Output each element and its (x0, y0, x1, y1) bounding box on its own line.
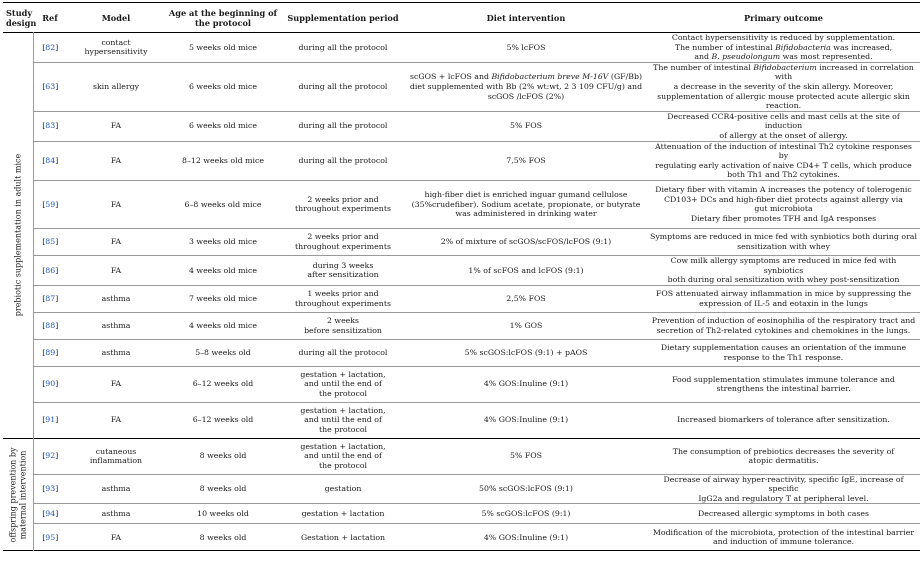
diet-cell (405, 339, 647, 366)
reference-number[interactable]: 84 (45, 155, 56, 165)
table-row (3, 339, 920, 366)
diet-cell (405, 402, 647, 438)
diet-cell-line: 5% scGOS:lcFOS (9:1) + pAOS (464, 347, 588, 357)
age-cell-line: 6 weeks old mice (188, 121, 258, 131)
model-cell (67, 339, 165, 366)
table-row (3, 111, 920, 141)
diet-cell-line: 5% FOS (510, 121, 542, 131)
diet-cell (405, 255, 647, 285)
group-label-line: offspring prevention by (8, 447, 18, 543)
period-cell-line: during all the protocol (298, 81, 388, 91)
period-cell (281, 438, 405, 474)
model-cell (67, 62, 165, 111)
header-outcome: Primary outcome (744, 12, 823, 23)
model-cell (67, 228, 165, 255)
period-cell-line: during all the protocol (298, 347, 388, 357)
study-design-group-offspring (3, 438, 33, 551)
outcome-cell: Prevention of induction of eosinophilia of the respiratory tract and secretion of Th2-related cytokines and chemokines in the lungs. (651, 316, 916, 335)
outcome-cell: Food supplementation stimulates immune tolerance and strengthens the intestinal barrier. (672, 374, 895, 394)
reference-number[interactable]: 92 (45, 451, 56, 461)
period-cell-line: after sensitization (307, 270, 379, 280)
model-cell (67, 402, 165, 438)
period-cell-line: throughout experiments (295, 241, 391, 251)
age-cell (165, 366, 281, 402)
header-diet: Diet intervention (486, 12, 566, 23)
model-cell (67, 180, 165, 228)
period-cell-line: throughout experiments (295, 298, 391, 308)
studies-table (3, 2, 920, 551)
reference-number[interactable]: 63 (45, 81, 56, 91)
period-cell-line: gestation + lactation, (300, 405, 386, 415)
period-cell-line: gestation + lactation, (300, 369, 386, 379)
reference-link[interactable]: [85] (42, 237, 59, 247)
period-cell-line: and until the end of (304, 451, 382, 461)
age-cell-line: 6–8 weeks old mice (184, 199, 262, 209)
period-cell-line: before sensitization (304, 325, 382, 335)
age-cell (165, 438, 281, 474)
period-cell-line: 2 weeks (326, 316, 360, 326)
study-design-group-adult (3, 33, 33, 439)
model-cell (67, 438, 165, 474)
diet-cell-line: 1% GOS (509, 320, 543, 330)
model-cell (67, 141, 165, 180)
age-cell-line: 8–12 weeks old mice (182, 155, 264, 165)
diet-cell (405, 228, 647, 255)
age-cell-line: 6 weeks old mice (188, 81, 258, 91)
age-cell (165, 504, 281, 524)
model-cell (67, 524, 165, 551)
diet-cell: high-fiber diet is enriched inguar gumand cellulose (35%crudefiber). Sodium acetate, propionate, or butyrate was administered in drinking water (411, 190, 641, 219)
header-ref: Ref (42, 12, 58, 23)
model-cell-line: hypersensitivity (84, 47, 148, 57)
diet-cell (405, 141, 647, 180)
table-row (3, 366, 920, 402)
period-cell-line: the protocol (318, 424, 368, 434)
model-cell (67, 366, 165, 402)
reference-number[interactable]: 95 (45, 532, 56, 542)
diet-cell-line: 5% lcFOS (506, 42, 546, 52)
age-cell (165, 228, 281, 255)
ref-cell (33, 255, 67, 285)
group-label: prebiotic supplementation in adult mice (13, 154, 22, 317)
reference-number[interactable]: 82 (45, 42, 56, 52)
period-cell (281, 180, 405, 228)
model-cell-line: FA (110, 121, 122, 131)
age-cell (165, 524, 281, 551)
header-model: Model (101, 12, 131, 23)
model-cell-line: FA (110, 265, 122, 275)
model-cell (67, 33, 165, 63)
model-cell (67, 312, 165, 339)
diet-cell (405, 438, 647, 474)
ref-cell (33, 180, 67, 228)
reference-number[interactable]: 91 (45, 415, 56, 425)
age-cell-line: 10 weeks old (197, 509, 249, 519)
table-row (3, 312, 920, 339)
period-cell-line: 1 weeks prior and (307, 289, 379, 299)
ref-cell (33, 504, 67, 524)
reference-link[interactable]: [90] (42, 379, 59, 389)
period-cell-line: during all the protocol (298, 42, 388, 52)
age-cell-line: 6–12 weeks old (192, 379, 254, 389)
period-cell-line: gestation + lactation (301, 509, 385, 519)
period-cell-line: the protocol (318, 388, 368, 398)
group-label-line: maternal intervention (17, 450, 27, 539)
reference-link[interactable]: [63] (42, 81, 59, 91)
model-cell-line: cutaneous (95, 446, 137, 456)
model-cell-line: skin allergy (92, 81, 140, 91)
period-cell (281, 504, 405, 524)
period-cell (281, 228, 405, 255)
table-row (3, 62, 920, 111)
period-cell (281, 285, 405, 312)
diet-cell-line: 2,5% FOS (506, 293, 546, 303)
period-cell (281, 402, 405, 438)
outcome-cell: Symptoms are reduced in mice fed with synbiotics both during oral sensitization with whey (650, 232, 917, 251)
reference-link[interactable]: [84] (42, 155, 59, 165)
period-cell (281, 111, 405, 141)
diet-cell: scGOS + lcFOS and Bifidobacterium breve M-16V (GF/Bb) diet supplemented with Bb (2% wt:wt, 2 3 109 CFU/g) and scGOS /lcFOS (2%) (409, 72, 643, 101)
ref-cell (33, 312, 67, 339)
reference-link[interactable]: [95] (42, 532, 59, 542)
model-cell (67, 285, 165, 312)
reference-link[interactable]: [86] (42, 265, 59, 275)
period-cell (281, 339, 405, 366)
reference-link[interactable]: [89] (42, 347, 59, 357)
age-cell (165, 255, 281, 285)
diet-cell (405, 504, 647, 524)
model-cell (67, 255, 165, 285)
period-cell-line: Gestation + lactation (300, 532, 386, 542)
period-cell (281, 255, 405, 285)
reference-number[interactable]: 89 (45, 347, 56, 357)
ref-cell (33, 366, 67, 402)
age-cell (165, 285, 281, 312)
model-cell-line: FA (110, 155, 122, 165)
ref-cell (33, 111, 67, 141)
table-row (3, 141, 920, 180)
outcome-cell: Decreased allergic symptoms in both cases (697, 509, 870, 519)
table-row (3, 504, 920, 524)
reference-link[interactable]: [82] (42, 42, 59, 52)
diet-cell-line: 1% of scFOS and lcFOS (9:1) (468, 265, 584, 275)
reference-link[interactable]: [94] (42, 509, 59, 519)
table-row (3, 474, 920, 504)
diet-cell (405, 524, 647, 551)
ref-cell (33, 402, 67, 438)
diet-cell-line: 4% GOS:Inuline (9:1) (483, 532, 569, 542)
diet-cell-line: 5% FOS (510, 451, 542, 461)
age-cell (165, 474, 281, 504)
model-cell (67, 111, 165, 141)
model-cell-line: contact (101, 37, 131, 47)
period-cell-line: 2 weeks prior and (307, 232, 379, 242)
table-row (3, 402, 920, 438)
reference-number[interactable]: 90 (45, 379, 56, 389)
reference-number[interactable]: 88 (45, 320, 56, 330)
outcome-cell: Dietary supplementation causes an orientation of the immune response to the Th1 response. (660, 343, 907, 362)
period-cell (281, 62, 405, 111)
ref-cell (33, 228, 67, 255)
reference-link[interactable]: [92] (42, 451, 59, 461)
reference-link[interactable]: [59] (42, 199, 59, 209)
outcome-cell: Dietary fiber with vitamin A increases the potency of tolerogenic CD103+ DCs and high-fiber diet protects against allergy via gut microbiota Dietary fiber promotes TFH and IgA responses (655, 185, 912, 223)
ref-cell (33, 62, 67, 111)
age-cell-line: 5–8 weeks old (195, 347, 251, 357)
reference-link[interactable]: [88] (42, 320, 59, 330)
period-cell (281, 524, 405, 551)
outcome-cell: Attenuation of the induction of intestinal Th2 cytokine responses by regulating early activation of naive CD4+ T cells, which produce both Th1 and Th2 cytokines. (655, 141, 912, 180)
age-cell (165, 141, 281, 180)
period-cell (281, 312, 405, 339)
ref-cell (33, 141, 67, 180)
outcome-cell: Contact hypersensitivity is reduced by supplementation. The number of intestinal Bifidobacteria was increased, and B. pseudolongum was most represented. (671, 33, 896, 62)
model-cell-line: asthma (101, 509, 131, 519)
period-cell-line: and until the end of (304, 379, 382, 389)
diet-cell-line: 50% scGOS:lcFOS (9:1) (479, 484, 573, 494)
age-cell (165, 402, 281, 438)
reference-number[interactable]: 93 (45, 484, 56, 494)
diet-cell-line: 2% of mixture of scGOS/scFOS/lcFOS (9:1) (440, 237, 612, 247)
diet-cell-line: 4% GOS:Inuline (9:1) (483, 379, 569, 389)
reference-link[interactable]: [83] (42, 121, 59, 131)
diet-cell (405, 33, 647, 63)
model-cell-line: FA (110, 199, 122, 209)
age-cell (165, 339, 281, 366)
age-cell (165, 312, 281, 339)
reference-number[interactable]: 94 (45, 509, 56, 519)
model-cell-line: asthma (101, 293, 131, 303)
ref-cell (33, 438, 67, 474)
diet-cell-line: 7,5% FOS (506, 155, 546, 165)
ref-cell (33, 339, 67, 366)
table-row (3, 285, 920, 312)
outcome-cell: Cow milk allergy symptoms are reduced in mice fed with synbiotics both during oral sensitization with whey post-sensitization (667, 255, 900, 285)
header-row (3, 3, 920, 33)
ref-cell (33, 524, 67, 551)
diet-cell-line: 5% scGOS:lcFOS (9:1) (481, 509, 571, 519)
header-age: Age at the beginning of the protocol (168, 7, 278, 28)
table-row (3, 228, 920, 255)
ref-cell (33, 33, 67, 63)
period-cell-line: the protocol (318, 460, 368, 470)
reference-number[interactable]: 85 (45, 237, 56, 247)
period-cell-line: 2 weeks prior and (307, 194, 379, 204)
age-cell-line: 6–12 weeks old (192, 415, 254, 425)
outcome-cell: The number of intestinal Bifidobacterium increased in correlation with a decrease in the severity of the skin allergy. Moreover, supplementation of allergic mouse protected acute allergic skin reaction. (653, 62, 914, 111)
table-row (3, 180, 920, 228)
diet-cell (405, 111, 647, 141)
diet-cell (405, 312, 647, 339)
model-cell (67, 504, 165, 524)
table-row (3, 438, 920, 474)
outcome-cell: Modification of the microbiota, protection of the intestinal barrier and induction of immune tolerance. (652, 527, 915, 547)
age-cell-line: 4 weeks old mice (188, 265, 258, 275)
age-cell-line: 7 weeks old mice (188, 293, 258, 303)
model-cell-line: asthma (101, 347, 131, 357)
diet-cell (405, 474, 647, 504)
age-cell (165, 33, 281, 63)
age-cell-line: 5 weeks old mice (188, 42, 258, 52)
period-cell (281, 141, 405, 180)
ref-cell (33, 285, 67, 312)
model-cell-line: asthma (101, 320, 131, 330)
period-cell-line: throughout experiments (295, 204, 391, 214)
period-cell-line: during all the protocol (298, 121, 388, 131)
table-row (3, 524, 920, 551)
table-body (3, 33, 920, 551)
age-cell-line: 8 weeks old (199, 532, 247, 542)
table-row (3, 33, 920, 63)
period-cell (281, 474, 405, 504)
age-cell-line: 4 weeks old mice (188, 320, 258, 330)
reference-number[interactable]: 86 (45, 265, 56, 275)
model-cell-line: inflammation (89, 456, 143, 466)
reference-number[interactable]: 59 (45, 199, 56, 209)
model-cell-line: FA (110, 237, 122, 247)
age-cell (165, 62, 281, 111)
age-cell-line: 8 weeks old (199, 484, 247, 494)
model-cell-line: asthma (101, 484, 131, 494)
outcome-cell: Decreased CCR4-positive cells and mast cells at the site of induction of allergy at the onset of allergy. (667, 111, 900, 140)
table-row (3, 255, 920, 285)
period-cell-line: during 3 weeks (312, 260, 374, 270)
group-label (8, 447, 27, 542)
reference-link[interactable]: [93] (42, 484, 59, 494)
diet-cell (405, 366, 647, 402)
reference-number[interactable]: 83 (45, 121, 56, 131)
model-cell-line: FA (110, 379, 122, 389)
period-cell (281, 33, 405, 63)
outcome-cell: FOS attenuated airway inflammation in mice by suppressing the expression of IL-5 and eotaxin in the lungs (655, 289, 912, 308)
header-period: Supplementation period (287, 12, 399, 23)
age-cell-line: 8 weeks old (199, 451, 247, 461)
reference-link[interactable]: [91] (42, 415, 59, 425)
age-cell (165, 111, 281, 141)
period-cell-line: gestation + lactation, (300, 441, 386, 451)
diet-cell-line: 4% GOS:Inuline (9:1) (483, 415, 569, 425)
outcome-cell: Increased biomarkers of tolerance after sensitization. (677, 415, 890, 425)
age-cell-line: 3 weeks old mice (188, 237, 258, 247)
model-cell (67, 474, 165, 504)
diet-cell (405, 285, 647, 312)
outcome-cell: The consumption of prebiotics decreases the severity of atopic dermatitis. (672, 446, 895, 466)
age-cell (165, 180, 281, 228)
model-cell-line: FA (110, 415, 122, 425)
ref-cell (33, 474, 67, 504)
period-cell-line: and until the end of (304, 415, 382, 425)
reference-link[interactable]: [87] (42, 293, 59, 303)
model-cell-line: FA (110, 532, 122, 542)
outcome-cell: Decrease of airway hyper-reactivity, specific IgE, increase of specific IgG2a and regulatory T at peripheral level. (663, 474, 904, 503)
reference-number[interactable]: 87 (45, 293, 56, 303)
header-study-design: Study design (6, 7, 37, 28)
period-cell-line: during all the protocol (298, 155, 388, 165)
period-cell (281, 366, 405, 402)
period-cell-line: gestation (324, 484, 362, 494)
